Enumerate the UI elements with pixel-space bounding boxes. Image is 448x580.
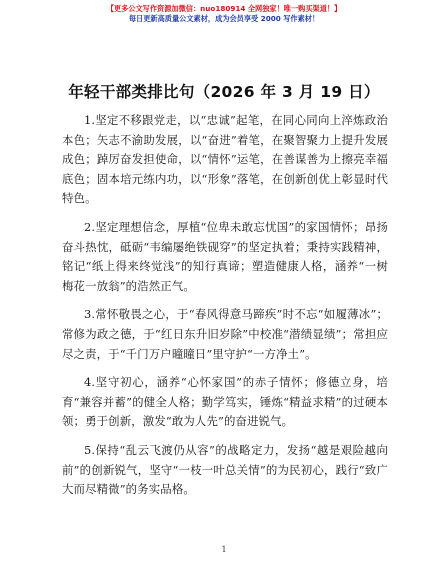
document-body [62,111,388,509]
document-title: 年轻干部类排比句（2026 年 3 月 19 日） [68,83,380,101]
paragraph-4: 4.坚守初心，涵养“心怀家国”的赤子情怀；修德立身，培育“兼容并蓄”的健全人格；勤学笃实，锤炼“精益求精”的过硬本领；勇于创新，激发“敢为人先”的奋进锐气。 [62,375,388,429]
paragraph-5: 5.保持“乱云飞渡仍从容”的战略定力，发扬“越是艰险越向前”的创新锐气，坚守“一枝一叶总关情”的为民初心，践行“致广大而尽精微”的务实品格。 [62,442,388,497]
page-number: 1 [221,545,227,554]
paragraph-2: 2.坚定理想信念，厚植“位卑未敢忘忧国”的家国情怀；昂扬奋斗热忱，砥砺“韦编屡绝铁砚穿”的坚定执着；秉持实践精神，铭记“纸上得来终觉浅”的知行真谛；塑造健康人格，涵养“一树梅花一放翁”的浩然正气。 [62,219,388,293]
promo-banner [0,4,448,24]
promo-banner-line-1: 【更多公文写作资源加微信：nuo180914 全网独家！唯一购买渠道！】 [106,4,342,13]
promo-banner-line-2: 每日更新高质量公文素材，成为会员享受 2000 写作素材！ [128,14,320,23]
paragraph-3: 3.常怀敬畏之心，于“春风得意马蹄疾”时不忘“如履薄冰”；常修为政之德，于“红日东升旧岁除”中校准“潜绩显绩”；常担应尽之责，于“千门万户曈曈日”里守护“一方净土”。 [62,307,388,361]
paragraph-1: 1.坚定不移跟党走，以“忠诚”起笔，在同心同向上淬炼政治本色；矢志不渝助发展，以“奋进”着笔，在聚智聚力上提升发展成色；踔厉奋发担使命，以“情怀”运笔，在善谋善为上擦亮幸福底色；固本培元练内功，以“形象”落笔，在创新创优上彰显时代特色。 [62,113,388,206]
